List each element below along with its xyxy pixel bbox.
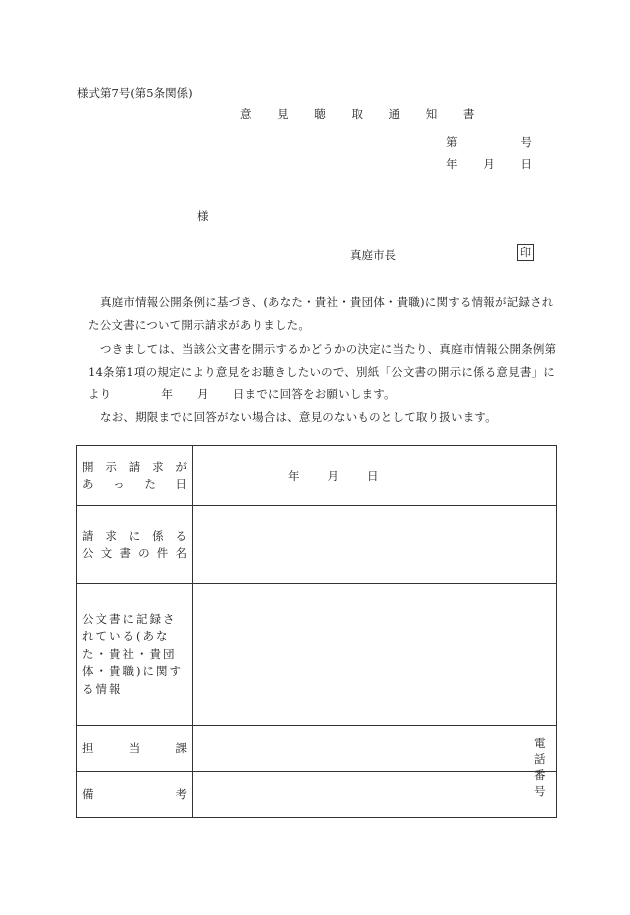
value-document-name[interactable]	[193, 506, 557, 584]
document-number-line	[446, 134, 532, 150]
date-day: 日	[520, 157, 532, 171]
paragraph-2	[88, 338, 558, 406]
seal-stamp-icon: 印	[517, 244, 534, 261]
label-request-date: 開 示 請 求 が あ っ た 日	[77, 446, 193, 506]
issuer-name: 真庭市長	[350, 248, 396, 262]
form-identifier: 様式第7号(第5条関係)	[77, 86, 193, 100]
value-request-date[interactable]: 年 月 日	[193, 446, 557, 506]
deadline-year: 年	[161, 387, 174, 401]
value-remarks[interactable]	[193, 772, 557, 818]
date-month: 月	[483, 157, 495, 171]
label-remarks: 備 考	[77, 772, 193, 818]
phone-number-label: 電話番号	[534, 736, 546, 798]
paragraph-3: なお、期限までに回答がない場合は、意見のないものとして取り扱います。	[100, 410, 497, 424]
notice-table	[76, 445, 557, 818]
document-date-line	[446, 156, 532, 172]
addressee-suffix: 様	[197, 209, 209, 223]
label-recorded-info: 公文書に記録されている(あなた・貴社・貴団体・貴職)に関する情報	[77, 584, 193, 726]
table-row-recorded-info	[77, 584, 557, 726]
label-document-name: 請 求 に 係 る 公 文 書 の 件 名	[77, 506, 193, 584]
table-row-document-name	[77, 506, 557, 584]
date-year: 年	[446, 157, 458, 171]
table-row-department	[77, 726, 557, 772]
value-recorded-info[interactable]	[193, 584, 557, 726]
number-suffix: 号	[520, 135, 532, 149]
paragraph-2-text: つきましては、当該公文書を開示するかどうかの決定に当たり、真庭市情報公開条例第14条第1項の規定により意見をお聴きしたいので、別紙「公文書の開示に係る意見書」により	[88, 342, 557, 401]
table-row-remarks	[77, 772, 557, 818]
value-department[interactable]	[193, 726, 557, 798]
document-title: 意 見 聴 取 通 知 書	[240, 107, 486, 121]
deadline-month: 月	[197, 387, 209, 401]
number-prefix: 第	[446, 135, 458, 149]
label-department: 担 当 課	[77, 726, 193, 772]
paragraph-1: 真庭市情報公開条例に基づき、(あなた・貴社・貴団体・貴職)に関する情報が記録された公文書について開示請求がありました。	[88, 295, 554, 332]
paragraph-2-end: 日までに回答をお願いします。	[232, 387, 396, 401]
table-row-request-date	[77, 446, 557, 506]
